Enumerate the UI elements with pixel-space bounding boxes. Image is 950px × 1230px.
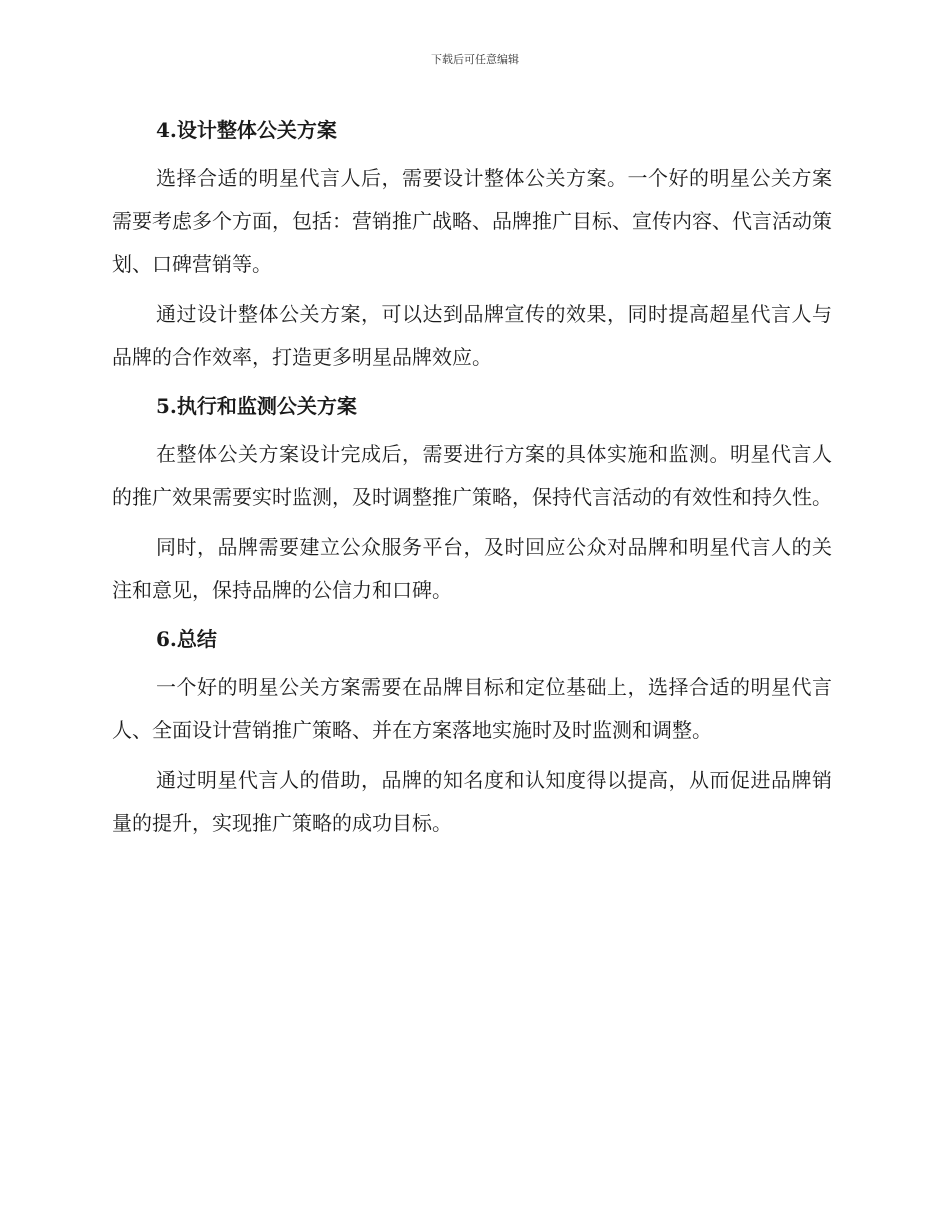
section-heading: 4.设计整体公关方案 xyxy=(156,118,337,142)
paragraph: 通过设计整体公关方案，可以达到品牌宣传的效果，同时提高超星代言人与品牌的合作效率，打造更多明星品牌效应。 xyxy=(112,302,832,369)
page-header: 下载后可任意编辑 xyxy=(431,53,519,66)
paragraph: 选择合适的明星代言人后，需要设计整体公关方案。一个好的明星公关方案需要考虑多个方面，包括：营销推广战略、品牌推广目标、宣传内容、代言活动策划、口碑营销等。 xyxy=(112,166,832,276)
paragraph: 通过明星代言人的借助，品牌的知名度和认知度得以提高，从而促进品牌销量的提升，实现推广策略的成功目标。 xyxy=(112,768,832,835)
document-body xyxy=(112,110,832,852)
section-5 xyxy=(112,386,832,612)
section-heading: 6.总结 xyxy=(156,627,217,651)
paragraph: 在整体公关方案设计完成后，需要进行方案的具体实施和监测。明星代言人的推广效果需要实时监测，及时调整推广策略，保持代言活动的有效性和持久性。 xyxy=(112,442,832,509)
paragraph: 同时，品牌需要建立公众服务平台，及时回应公众对品牌和明星代言人的关注和意见，保持品牌的公信力和口碑。 xyxy=(112,535,832,602)
section-4 xyxy=(112,110,832,379)
section-6 xyxy=(112,619,832,845)
section-heading: 5.执行和监测公关方案 xyxy=(156,394,357,418)
paragraph: 一个好的明星公关方案需要在品牌目标和定位基础上，选择合适的明星代言人、全面设计营销推广策略、并在方案落地实施时及时监测和调整。 xyxy=(112,675,832,742)
